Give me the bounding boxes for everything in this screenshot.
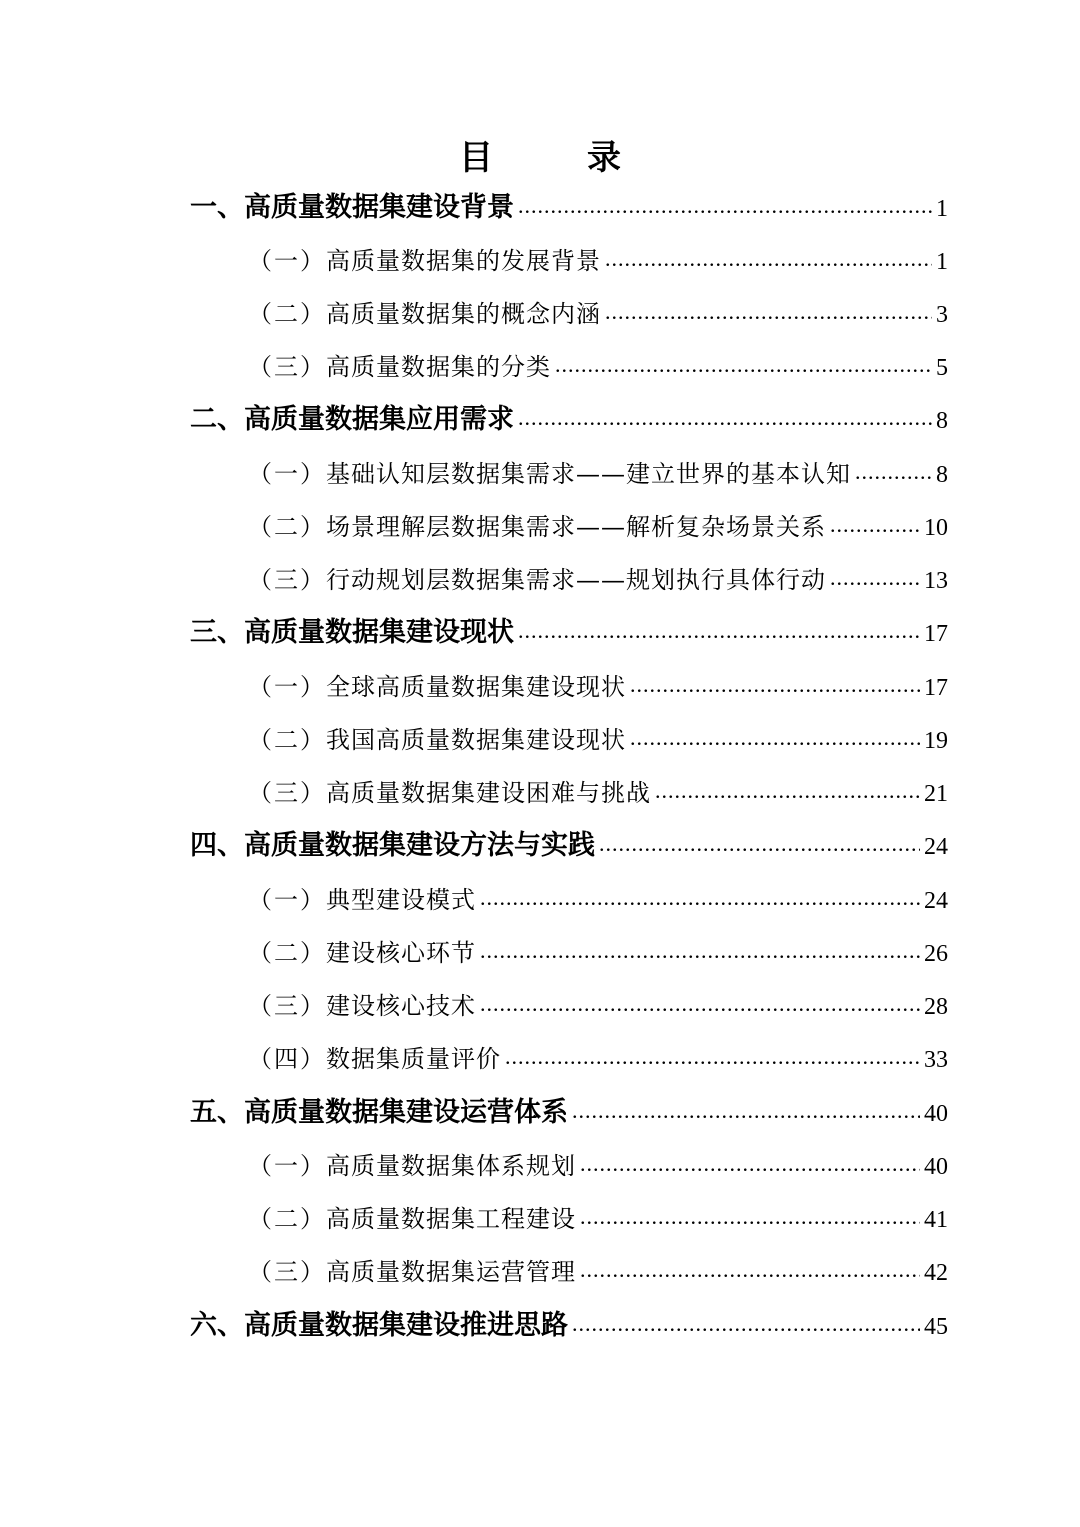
toc-entry-section[interactable] <box>248 294 948 334</box>
toc-number: （一） <box>248 886 326 914</box>
toc-number: （一） <box>248 247 326 275</box>
toc-page-number: 42 <box>924 1260 948 1286</box>
toc-page-number: 1 <box>936 249 948 275</box>
toc-entry-section[interactable] <box>248 720 948 760</box>
dot-leader <box>630 665 920 705</box>
toc-number: （三） <box>248 779 326 807</box>
toc-page-number: 17 <box>924 621 948 647</box>
toc-title: 我国高质量数据集建设现状 <box>326 726 626 754</box>
toc-entry-section[interactable] <box>248 1252 948 1292</box>
toc-title: 建设核心环节 <box>326 939 476 967</box>
toc-title: 高质量数据集的概念内涵 <box>326 300 601 328</box>
toc-entry-section[interactable] <box>248 1146 948 1186</box>
dot-leader <box>580 1144 920 1184</box>
toc-number: （一） <box>248 460 326 488</box>
toc-page-number: 8 <box>936 408 948 434</box>
dot-leader <box>855 452 932 492</box>
toc-number: （三） <box>248 353 326 381</box>
toc-entry-section[interactable] <box>248 1039 948 1079</box>
toc-page-number: 3 <box>936 302 948 328</box>
toc-number: 一、 <box>190 192 244 223</box>
toc-entry-section[interactable] <box>248 880 948 920</box>
toc-title: 基础认知层数据集需求——建立世界的基本认知 <box>326 460 851 488</box>
dot-leader <box>580 1197 920 1237</box>
toc-entry-chapter[interactable] <box>190 188 948 228</box>
toc-title: 高质量数据集建设方法与实践 <box>244 830 595 861</box>
toc-entry-section[interactable] <box>248 454 948 494</box>
toc-page-number: 40 <box>924 1154 948 1180</box>
toc-title: 高质量数据集的分类 <box>326 353 551 381</box>
toc-page-number: 8 <box>936 462 948 488</box>
dot-leader <box>572 1091 920 1131</box>
toc-number: （三） <box>248 1258 326 1286</box>
toc-page-number: 45 <box>924 1314 948 1340</box>
dot-leader <box>830 505 920 545</box>
dot-leader <box>599 824 920 864</box>
toc-title: 建设核心技术 <box>326 992 476 1020</box>
toc-title: 高质量数据集体系规划 <box>326 1152 576 1180</box>
toc-title: 高质量数据集的发展背景 <box>326 247 601 275</box>
toc-entry-chapter[interactable] <box>190 826 948 866</box>
toc-title: 高质量数据集建设困难与挑战 <box>326 779 651 807</box>
dot-leader <box>518 398 932 438</box>
toc-entry-section[interactable] <box>248 773 948 813</box>
toc-number: （四） <box>248 1045 326 1073</box>
toc-number: 六、 <box>190 1310 244 1341</box>
toc-number: （三） <box>248 566 326 594</box>
toc-page-number: 24 <box>924 888 948 914</box>
toc-title: 高质量数据集建设推进思路 <box>244 1310 568 1341</box>
toc-title: 高质量数据集建设运营体系 <box>244 1097 568 1128</box>
dot-leader <box>555 345 932 385</box>
toc-title: 高质量数据集运营管理 <box>326 1258 576 1286</box>
toc-entry-chapter[interactable] <box>190 613 948 653</box>
toc-page-number: 10 <box>924 515 948 541</box>
dot-leader <box>480 931 920 971</box>
toc-page-number: 40 <box>924 1101 948 1127</box>
toc-number: （二） <box>248 300 326 328</box>
toc-page-number: 24 <box>924 834 948 860</box>
toc-page-number: 33 <box>924 1047 948 1073</box>
toc-title: 高质量数据集建设现状 <box>244 617 514 648</box>
toc-page-number: 19 <box>924 728 948 754</box>
toc-entry-section[interactable] <box>248 986 948 1026</box>
toc-page-number: 28 <box>924 994 948 1020</box>
toc-entry-chapter[interactable] <box>190 1093 948 1133</box>
toc-number: （三） <box>248 992 326 1020</box>
toc-page-number: 5 <box>936 355 948 381</box>
toc-entry-chapter[interactable] <box>190 400 948 440</box>
dot-leader <box>580 1250 920 1290</box>
toc-entry-chapter[interactable] <box>190 1306 948 1346</box>
toc-title: 典型建设模式 <box>326 886 476 914</box>
toc-page-number: 1 <box>936 196 948 222</box>
toc-page-number: 41 <box>924 1207 948 1233</box>
toc-entry-section[interactable] <box>248 667 948 707</box>
toc-number: （二） <box>248 1205 326 1233</box>
toc-page-number: 21 <box>924 781 948 807</box>
toc-number: （二） <box>248 513 326 541</box>
toc-title: 全球高质量数据集建设现状 <box>326 673 626 701</box>
toc-entry-section[interactable] <box>248 933 948 973</box>
dot-leader <box>505 1037 920 1077</box>
toc-title: 高质量数据集应用需求 <box>244 404 514 435</box>
dot-leader <box>630 718 920 758</box>
toc-page-number: 26 <box>924 941 948 967</box>
page-title: 目 录 <box>459 138 651 178</box>
toc-number: 五、 <box>190 1097 244 1128</box>
toc-number: （二） <box>248 726 326 754</box>
toc-entry-section[interactable] <box>248 347 948 387</box>
toc-title: 数据集质量评价 <box>326 1045 501 1073</box>
toc-number: （一） <box>248 1152 326 1180</box>
toc-entry-section[interactable] <box>248 507 948 547</box>
dot-leader <box>655 771 920 811</box>
toc-title: 高质量数据集工程建设 <box>326 1205 576 1233</box>
toc-number: 二、 <box>190 404 244 435</box>
toc-number: （二） <box>248 939 326 967</box>
dot-leader <box>605 292 932 332</box>
dot-leader <box>480 984 920 1024</box>
dot-leader <box>518 186 932 226</box>
dot-leader <box>572 1304 920 1344</box>
toc-entry-section[interactable] <box>248 560 948 600</box>
toc-title: 行动规划层数据集需求——规划执行具体行动 <box>326 566 826 594</box>
toc-number: 三、 <box>190 617 244 648</box>
toc-entry-section[interactable] <box>248 1199 948 1239</box>
toc-title: 高质量数据集建设背景 <box>244 192 514 223</box>
dot-leader <box>830 558 920 598</box>
toc-page-number: 13 <box>924 568 948 594</box>
dot-leader <box>605 239 932 279</box>
toc-number: （一） <box>248 673 326 701</box>
toc-number: 四、 <box>190 830 244 861</box>
dot-leader <box>518 611 920 651</box>
toc-page-number: 17 <box>924 675 948 701</box>
toc-title: 场景理解层数据集需求——解析复杂场景关系 <box>326 513 826 541</box>
toc-entry-section[interactable] <box>248 241 948 281</box>
dot-leader <box>480 878 920 918</box>
